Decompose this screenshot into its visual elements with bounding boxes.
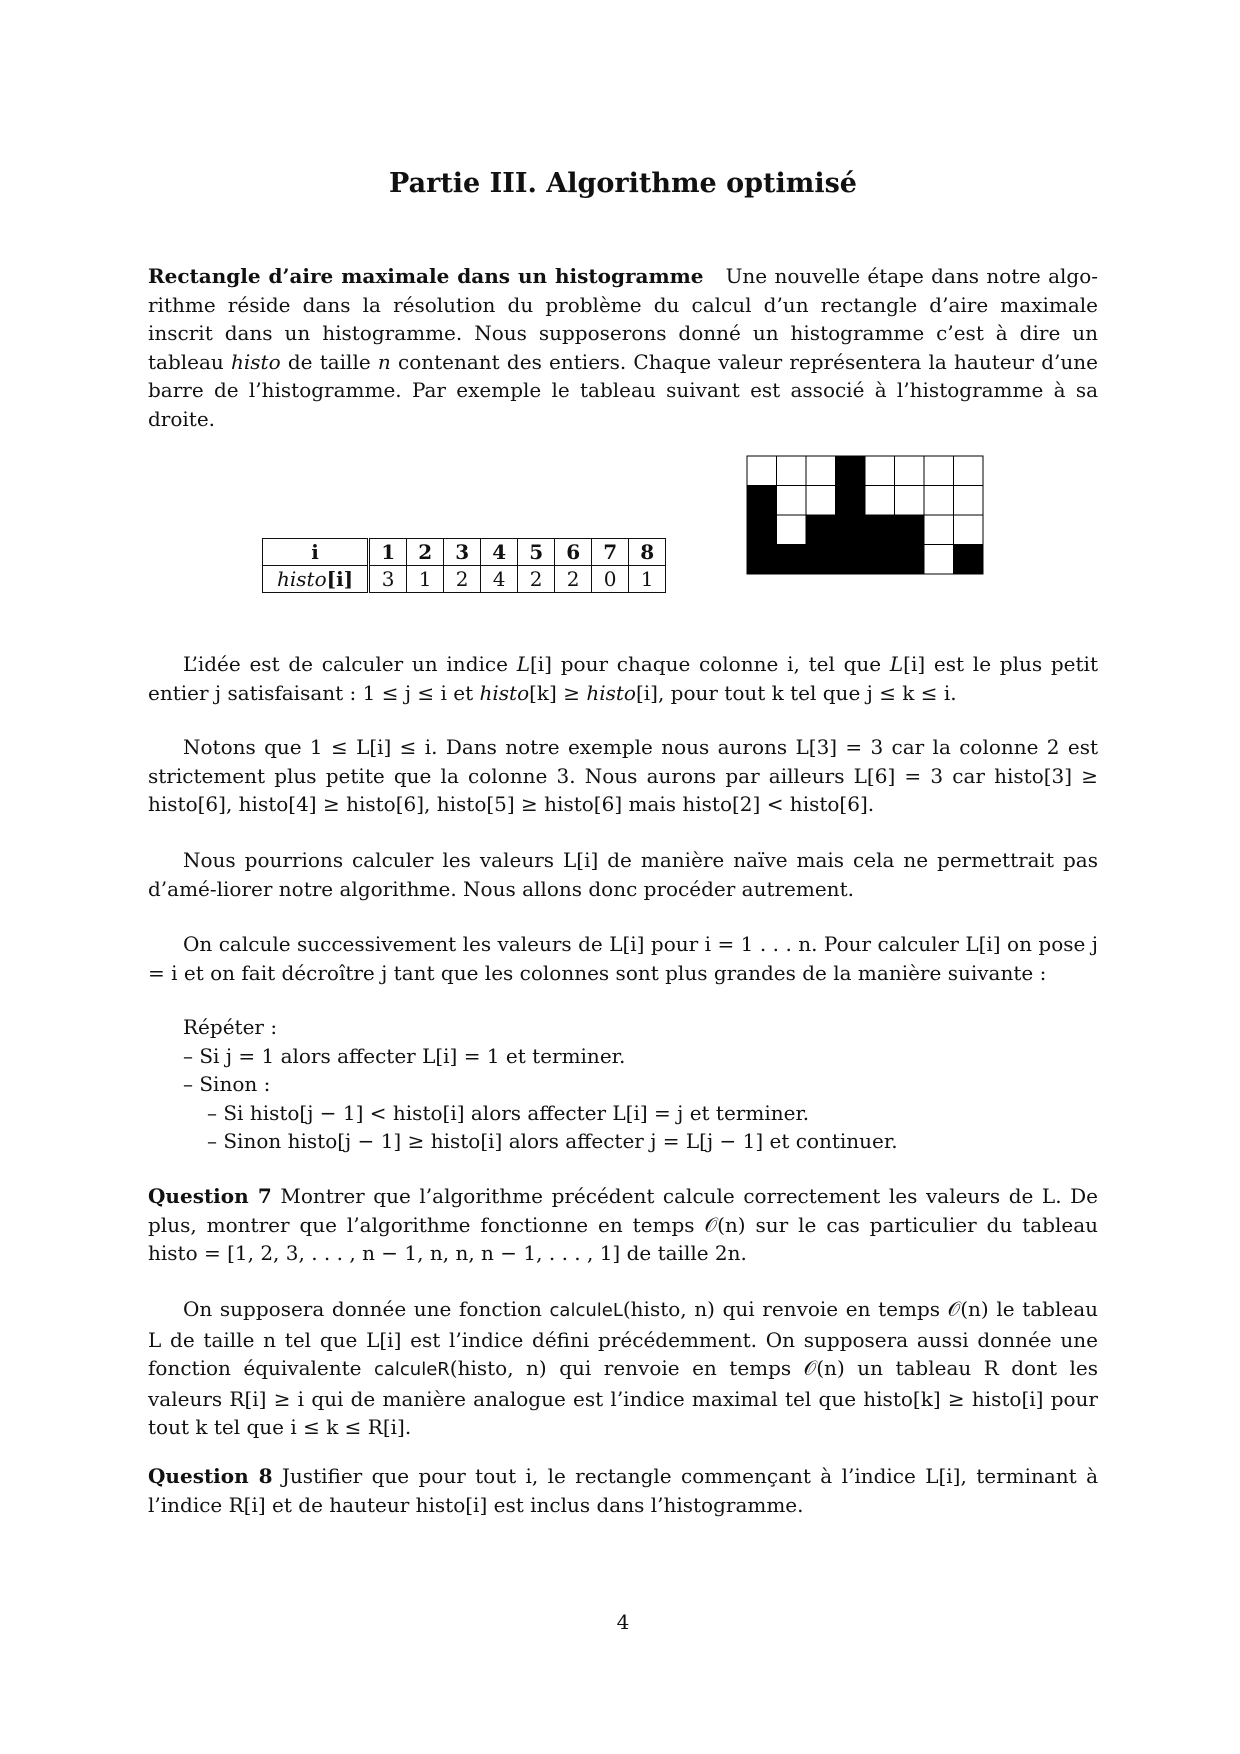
question-8-text: Justifier que pour tout i, le rectangle commençant à l’indice L[i], terminant à l’indice R[i] et de hauteur histo[i] est inclus dans l’histogramme.: [148, 1464, 1098, 1517]
value-cell: 2: [518, 566, 555, 593]
histogram-cell-filled: [895, 515, 925, 545]
index-cell: 8: [629, 539, 666, 566]
row-label-histo: histo[i]: [263, 566, 369, 593]
histogram-cell-empty: [747, 456, 777, 486]
question-8-label: Question 8: [148, 1464, 273, 1488]
table-row-values: [263, 566, 666, 593]
algorithm-line: – Sinon :: [183, 1072, 271, 1096]
histogram-cell-empty: [777, 486, 807, 516]
histogram-cell-filled: [836, 456, 866, 486]
value-cell: 3: [369, 566, 407, 593]
value-cell: 1: [407, 566, 444, 593]
intro-histo: histo: [231, 349, 281, 374]
histogram-cell-filled: [806, 515, 836, 545]
intro-text-1: Une nouvelle étape dans notre algo-rithme réside dans la résolution du problème du calcul d’un rectangle d’aire maximale inscrit dans un histogramme. Nous supposerons donné un histogramme c’est à dire un tableau: [148, 264, 1099, 374]
histogram-cell-filled: [747, 515, 777, 545]
histogram-cell-empty: [954, 456, 984, 486]
histogram-cell-filled: [747, 545, 777, 575]
algorithm-line: – Si j = 1 alors affecter L[i] = 1 et terminer.: [183, 1043, 626, 1068]
section-heading: Rectangle d’aire maximale dans un histogramme: [148, 264, 704, 288]
intro-n: n: [377, 349, 391, 374]
histogram-cell-empty: [954, 486, 984, 516]
histogram-cell-empty: [865, 486, 895, 516]
algorithm-repeat: Répéter :: [183, 1015, 278, 1039]
intro-text-3: contenant des entiers. Chaque valeur représentera la hauteur d’une barre de l’histogramme. Par exemple le tableau suivant est associé à l’histogramme à sa droite.: [148, 349, 1098, 431]
index-cell: 5: [518, 539, 555, 566]
histogram-cell-empty: [924, 486, 954, 516]
paragraph-naive: Nous pourrions calculer les valeurs L[i] de manière naïve mais cela ne permettrait pas d’amé-liorer notre algorithme. Nous allons donc procéder autrement.: [148, 848, 1098, 901]
histogram-cell-filled: [836, 486, 866, 516]
histogram-cell-empty: [924, 456, 954, 486]
index-cell: 2: [407, 539, 444, 566]
index-cell: 1: [369, 539, 407, 566]
intro-paragraph: [148, 262, 1098, 433]
table-row-index: [263, 539, 666, 566]
function-calculeR: calculeR: [373, 1359, 450, 1380]
histogram-cell-filled: [865, 515, 895, 545]
histogram-cell-empty: [806, 456, 836, 486]
histogram-cell-filled: [865, 545, 895, 575]
histogram-cell-filled: [747, 486, 777, 516]
value-cell: 4: [481, 566, 518, 593]
value-cell: 0: [592, 566, 629, 593]
histogram-cell-filled: [954, 545, 984, 575]
paragraph-procedure: On calcule successivement les valeurs de L[i] pour i = 1 . . . n. Pour calculer L[i] on pose j = i et on fait décroître j tant que les colonnes sont plus grandes de la manière suivante :: [148, 932, 1098, 985]
histogram-cell-empty: [777, 515, 807, 545]
histogram-cell-empty: [865, 456, 895, 486]
row-label-i: i: [263, 539, 369, 566]
histogram-cell-filled: [895, 545, 925, 575]
page-title: Partie III. Algorithme optimisé: [389, 168, 857, 199]
paragraph-example: Notons que 1 ≤ L[i] ≤ i. Dans notre exemple nous aurons L[3] = 3 car la colonne 2 est strictement plus petite que la colonne 3. Nous aurons par ailleurs L[6] = 3 car histo[3] ≥ histo[6], histo[4] ≥ histo[6], histo[5] ≥ histo[6] mais histo[2] < histo[6].: [148, 735, 1098, 816]
paragraph-definition: L’idée est de calculer un indice L[i] pour chaque colonne i, tel que L[i] est le plus petit entier j satisfaisant : 1 ≤ j ≤ i et histo[k] ≥ histo[i], pour tout k tel que j ≤ k ≤ i.: [148, 652, 1098, 705]
algorithm-block: [183, 1013, 1083, 1156]
histogram-cell-empty: [924, 545, 954, 575]
value-cell: 2: [444, 566, 481, 593]
paragraph-functions: On supposera donnée une fonction calculeL(histo, n) qui renvoie en temps 𝒪(n) le tableau L de taille n tel que L[i] est l’indice défini précédemment. On supposera aussi donnée une fonction équivalente calculeR(histo, n) qui renvoie en temps 𝒪(n) un tableau R dont les valeurs R[i] ≥ i qui de manière analogue est l’indice maximal tel que histo[k] ≥ histo[i] pour tout k tel que i ≤ k ≤ R[i].: [148, 1297, 1098, 1439]
question-7-label: Question 7: [148, 1184, 272, 1208]
value-cell: 1: [629, 566, 666, 593]
histogram-cell-empty: [777, 456, 807, 486]
histogram-cell-empty: [924, 515, 954, 545]
index-cell: 4: [481, 539, 518, 566]
index-cell: 6: [555, 539, 592, 566]
index-cell: 7: [592, 539, 629, 566]
histogram-figure: [746, 455, 986, 577]
histogram-cell-filled: [836, 515, 866, 545]
histogram-cell-empty: [895, 456, 925, 486]
algorithm-line: – Si histo[j − 1] < histo[i] alors affecter L[i] = j et terminer.: [207, 1100, 810, 1125]
histogram-cell-empty: [806, 486, 836, 516]
intro-text-2: de taille: [280, 349, 378, 374]
function-calculeL: calculeL: [549, 1300, 623, 1321]
histogram-cell-empty: [954, 515, 984, 545]
histogram-cell-filled: [836, 545, 866, 575]
histogram-cell-filled: [806, 545, 836, 575]
question-7: [148, 1182, 1098, 1268]
question-8: [148, 1462, 1098, 1519]
index-cell: 3: [444, 539, 481, 566]
value-cell: 2: [555, 566, 592, 593]
algorithm-line: – Sinon histo[j − 1] ≥ histo[i] alors affecter j = L[j − 1] et continuer.: [207, 1129, 898, 1153]
histogram-cell-filled: [777, 545, 807, 575]
histogram-cell-empty: [895, 486, 925, 516]
histo-table: [262, 538, 666, 593]
question-7-text: Montrer que l’algorithme précédent calcule correctement les valeurs de L. De plus, montrer que l’algorithme fonctionne en temps 𝒪(n) sur le cas particulier du tableau histo = [1, 2, 3, . . . , n − 1, n, n, n − 1, . . . , 1] de taille 2n.: [148, 1184, 1098, 1265]
page-number: 4: [616, 1610, 630, 1634]
